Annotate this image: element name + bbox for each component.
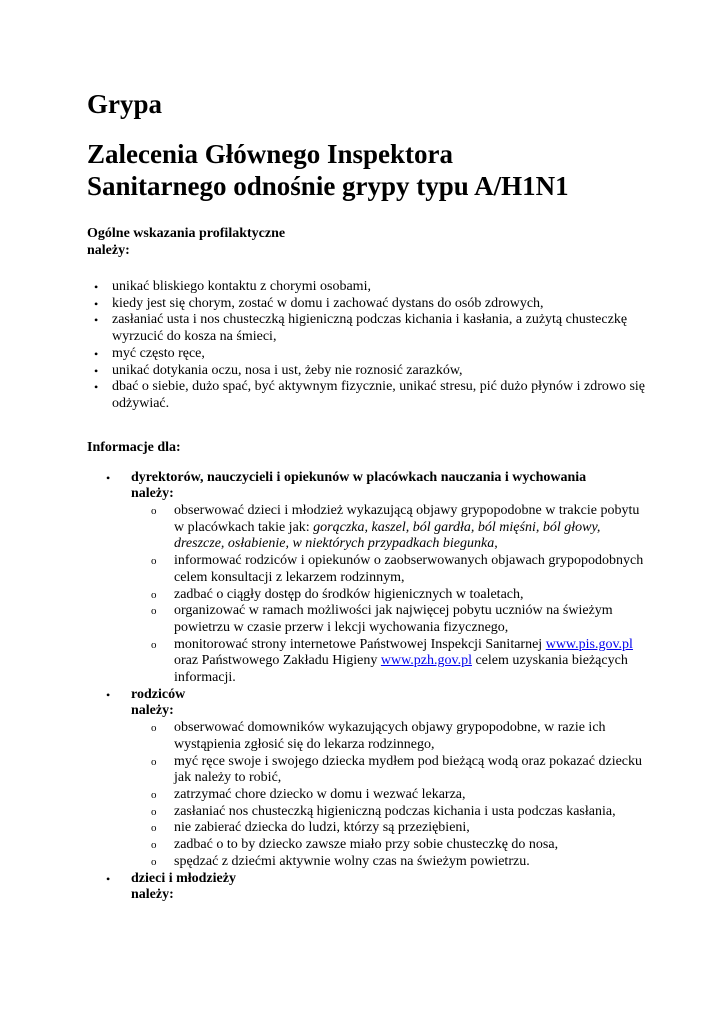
sub-list-item: o myć ręce swoje i swojego dziecka mydłem pod bieżącą wodą oraz pokazać dziecku jak należy to robić, [151, 753, 643, 786]
circle-bullet-icon: o [151, 755, 157, 768]
group-title: rodziców [131, 686, 186, 702]
sub-list-item: o spędzać z dziećmi aktywnie wolny czas na świeżym powietrzu. [151, 853, 530, 869]
list-item: • unikać bliskiego kontaktu z chorymi osobami, [94, 279, 371, 294]
heading-line-1: Zalecenia Głównego Inspektora [87, 139, 454, 169]
sub-list-item: o obserwować domowników wykazujących objawy grypopodobne, w razie ich wystąpienia zgłosić się do lekarza rodzinnego, [151, 720, 606, 752]
sub-list-item: o zadbać o ciągły dostęp do środków higienicznych w toaletach, [151, 586, 524, 602]
bullet-icon: • [94, 346, 99, 361]
list-item: • myć często ręce, [94, 345, 205, 361]
circle-bullet-icon: o [151, 805, 157, 818]
list-item: • dbać o siebie, dużo spać, być aktywnym fizycznie, unikać stresu, pić dużo płynów i zdrowo się odżywiać. [94, 379, 646, 411]
circle-bullet-icon: o [151, 605, 157, 618]
bullet-icon: • [94, 296, 99, 311]
general-nalezy: należy: [87, 243, 130, 258]
general-list [87, 279, 647, 413]
bullet-icon: • [94, 363, 99, 378]
bullet-icon: • [106, 470, 111, 485]
circle-bullet-icon: o [151, 722, 157, 735]
group-parents-items [131, 720, 647, 870]
group-nalezy: należy: [131, 486, 174, 502]
list-item: • zasłaniać usta i nos chusteczką higieniczną podczas kichania i kasłania, a zużytą chusteczkę wyrzucić do kosza na śmieci, [94, 312, 628, 345]
group-title: dyrektorów, nauczycieli i opiekunów w placówkach nauczania i wychowania [131, 469, 587, 485]
bullet-icon: • [94, 280, 99, 294]
sub-list-item: o zadbać o to by dziecko zawsze miało przy sobie chusteczkę do nosa, [151, 837, 559, 853]
sub-list-item: o zatrzymać chore dziecko w domu i wezwać lekarza, [151, 786, 466, 802]
circle-bullet-icon: o [151, 839, 157, 852]
sub-list-item: o nie zabierać dziecka do ludzi, którzy są przeziębieni, [151, 820, 470, 836]
circle-bullet-icon: o [151, 505, 157, 518]
sub-list-item: o obserwować dzieci i młodzież wykazującą objawy grypopodobne w trakcie pobytu w placówkach takie jak: gorączka, kaszel, ból gardła, ból mięśni, ból głowy, dreszcze, osłabienie, w niektórych przypadkach biegunka, [151, 503, 640, 552]
info-section-title: Informacje dla: [87, 439, 181, 455]
circle-bullet-icon: o [151, 638, 157, 651]
info-list [87, 470, 647, 904]
group-nalezy: należy: [131, 887, 174, 903]
document-heading [87, 138, 647, 202]
group-children [87, 871, 647, 904]
heading-line-2: Sanitarnego odnośnie grypy typu A/H1N1 [87, 171, 569, 201]
circle-bullet-icon: o [151, 788, 157, 801]
bullet-icon: • [94, 380, 99, 395]
group-nalezy: należy: [131, 703, 174, 719]
document-page [87, 88, 647, 904]
group-parents [87, 687, 647, 871]
list-item: • unikać dotykania oczu, nosa i ust, żeby nie roznosić zarazków, [94, 362, 463, 378]
circle-bullet-icon: o [151, 822, 157, 835]
group-directors-items [131, 503, 647, 687]
general-section-title: Ogólne wskazania profilaktyczne [87, 226, 286, 241]
circle-bullet-icon: o [151, 855, 157, 868]
group-directors [87, 470, 647, 687]
circle-bullet-icon: o [151, 588, 157, 601]
pis-link[interactable]: www.pis.gov.pl [545, 636, 633, 652]
circle-bullet-icon: o [151, 555, 157, 568]
symptoms-italic: gorączka, kaszel, ból gardła, ból mięśni, ból głowy, dreszcze, osłabienie, w niektórych przypadkach biegunka [174, 519, 601, 552]
bullet-icon: • [106, 687, 111, 702]
sub-list-item: o organizować w ramach możliwości jak najwięcej pobytu uczniów na świeżym powietrzu w czasie przerw i lekcji wychowania fizycznego, [151, 603, 613, 635]
bullet-icon: • [94, 313, 99, 328]
document-title: Grypa [87, 89, 163, 119]
sub-list-item: o monitorować strony internetowe Państwowej Inspekcji Sanitarnej www.pis.gov.pl oraz Państwowego Zakładu Higieny www.pzh.gov.pl celem uzyskania bieżących informacji. [151, 636, 633, 686]
list-item: • kiedy jest się chorym, zostać w domu i zachować dystans do osób zdrowych, [94, 295, 544, 311]
pzh-link[interactable]: www.pzh.gov.pl [380, 653, 472, 669]
group-title: dzieci i młodzieży [131, 870, 236, 886]
sub-list-item: o informować rodziców i opiekunów o zaobserwowanych objawach grypopodobnych celem konsultacji z lekarzem rodzinnym, [151, 553, 644, 585]
sub-list-item: o zasłaniać nos chusteczką higieniczną podczas kichania i usta podczas kasłania, [151, 803, 616, 819]
bullet-icon: • [106, 871, 111, 886]
